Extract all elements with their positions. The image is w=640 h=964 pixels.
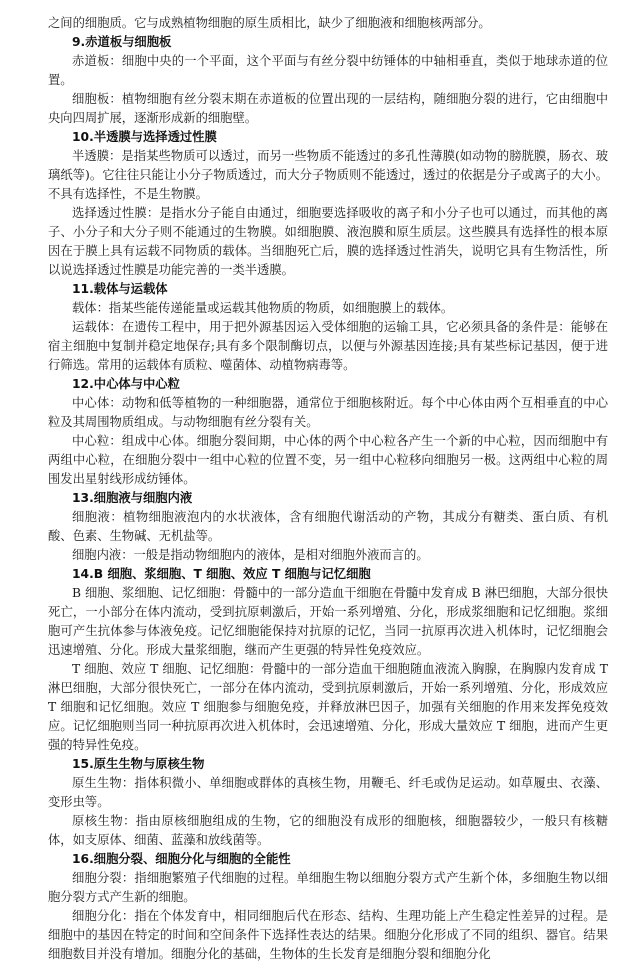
section-heading-11: 11.载体与运载体 [72,282,168,296]
paragraph: 原核生物：指由原核细胞组成的生物，它的细胞没有成形的细胞核，细胞器较少，一般只有核糖体，如支原体、细菌、蓝藻和放线菌等。 [48,814,608,847]
paragraph: B 细胞、浆细胞、记忆细胞：骨髓中的一部分造血干细胞在骨髓中发育成 B 淋巴细胞，大部分很快死亡，一小部分在体内流动，受到抗原刺激后，开始一系列增殖、分化，形成浆细胞和记忆细胞。浆细胞可产生抗体参与体液免疫。记忆细胞能保持对抗原的记忆，当同一抗原再次进入机体时，记忆细胞会迅速增殖、分化。形成大量浆细胞，继而产生更强的特异性免疫效应。 [48,586,608,657]
section-heading-14: 14.B 细胞、浆细胞、T 细胞、效应 T 细胞与记忆细胞 [72,567,371,581]
paragraph: 原生生物：指体积微小、单细胞或群体的真核生物，用鞭毛、纤毛或伪足运动。如草履虫、衣藻、变形虫等。 [48,776,608,809]
paragraph: 中心粒：组成中心体。细胞分裂间期，中心体的两个中心粒各产生一个新的中心粒，因而细胞中有两组中心粒，在细胞分裂中一组中心粒的位置不变，另一组中心粒移向细胞另一极。这两组中心粒的周围发出星射线形成纺锤体。 [48,434,608,486]
paragraph: 细胞板：植物细胞有丝分裂末期在赤道板的位置出现的一层结构，随细胞分裂的进行，它由细胞中央向四周扩展，逐渐形成新的细胞壁。 [48,92,608,125]
paragraph-continued: 之间的细胞质。它与成熟植物细胞的原生质相比，缺少了细胞液和细胞核两部分。 [48,16,491,30]
paragraph: 半透膜：是指某些物质可以透过，而另一些物质不能透过的多孔性薄膜(如动物的膀胱膜，肠衣、玻璃纸等)。它往往只能让小分子物质透过，而大分子物质则不能透过，透过的依据是分子或离子的大小。不具有选择性，不是生物膜。 [48,149,608,201]
document-page [48,14,608,964]
section-heading-10: 10.半透膜与选择透过性膜 [72,130,217,144]
paragraph: 中心体：动物和低等植物的一种细胞器，通常位于细胞核附近。每个中心体由两个互相垂直的中心粒及其周围物质组成。与动物细胞有丝分裂有关。 [48,396,608,429]
paragraph: 细胞液：植物细胞液泡内的水状液体，含有细胞代谢活动的产物，其成分有糖类、蛋白质、有机酸、色素、生物碱、无机盐等。 [48,510,608,543]
paragraph: 运载体：在遗传工程中，用于把外源基因运入受体细胞的运输工具，它必须具备的条件是：能够在宿主细胞中复制并稳定地保存;具有多个限制酶切点，以便与外源基因连接;具有某些标记基因，便于进行筛选。常用的运载体有质粒、噬菌体、动植物病毒等。 [48,320,608,372]
paragraph: 细胞分裂：指细胞繁殖子代细胞的过程。单细胞生物以细胞分裂方式产生新个体，多细胞生物以细胞分裂方式产生新的细胞。 [48,871,608,904]
paragraph: 赤道板：细胞中央的一个平面，这个平面与有丝分裂中纺锤体的中轴相垂直，类似于地球赤道的位置。 [48,54,608,87]
section-heading-13: 13.细胞液与细胞内液 [72,491,193,505]
paragraph: T 细胞、效应 T 细胞、记忆细胞：骨髓中的一部分造血干细胞随血液流入胸腺，在胸腺内发育成 T 淋巴细胞，大部分很快死亡，一部分在体内流动，受到抗原刺激后，开始一系列增殖、分化，形成效应 T 细胞和记忆细胞。效应 T 细胞参与细胞免疫，并释放淋巴因子，加强有关细胞的作用来发挥免疫效应。记忆细胞则当同一种抗原再次进入机体时，会迅速增殖、分化，形成大量效应 T 细胞，进而产生更强的特异性免疫。 [48,662,608,752]
paragraph: 选择透过性膜：是指水分子能自由通过，细胞要选择吸收的离子和小分子也可以通过，而其他的离子、小分子和大分子则不能通过的生物膜。如细胞膜、液泡膜和原生质层。这些膜具有选择性的根本原因在于膜上具有运载不同物质的载体。当细胞死亡后，膜的选择透过性消失，说明它具有生物活性，所以说选择透过性膜是功能完善的一类半透膜。 [48,206,608,277]
section-heading-12: 12.中心体与中心粒 [72,377,180,391]
section-heading-16: 16.细胞分裂、细胞分化与细胞的全能性 [72,852,291,866]
paragraph: 载体：指某些能传递能量或运载其他物质的物质，如细胞膜上的载体。 [72,301,454,315]
section-heading-9: 9.赤道板与细胞板 [72,35,172,49]
paragraph: 细胞内液：一般是指动物细胞内的液体，是相对细胞外液而言的。 [72,548,429,562]
section-heading-15: 15.原生生物与原核生物 [72,757,205,771]
paragraph: 细胞分化：指在个体发育中，相同细胞后代在形态、结构、生理功能上产生稳定性差异的过程。是细胞中的基因在特定的时间和空间条件下选择性表达的结果。细胞分化形成了不同的组织、器官。结果细胞数目并没有增加。细胞分化的基础，生物体的生长发育是细胞分裂和细胞分化 [48,909,608,961]
